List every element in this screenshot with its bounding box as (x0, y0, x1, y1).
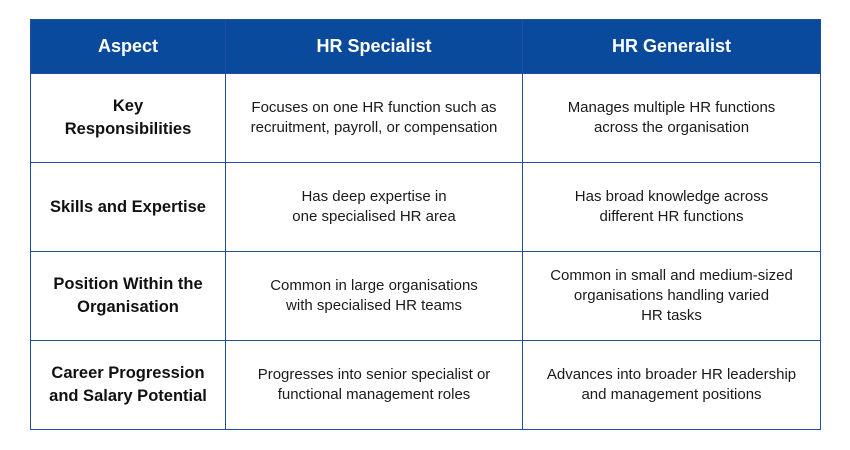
specialist-cell (226, 252, 523, 341)
cell-line: one specialised HR area (292, 208, 456, 225)
cell-line: across the organisation (593, 119, 750, 136)
header-hr-generalist: HR Generalist (523, 20, 821, 74)
specialist-cell (226, 74, 523, 163)
cell-line: with specialised HR teams (286, 297, 462, 314)
table-row (31, 74, 821, 163)
aspect-cell (31, 341, 226, 430)
cell-line: Responsibilities (64, 120, 192, 138)
cell-line: HR tasks (641, 307, 702, 324)
cell-line: functional management roles (277, 386, 471, 403)
cell-line: Progresses into senior specialist or (257, 366, 491, 383)
cell-line: Organisation (77, 298, 179, 316)
cell-line: Has broad knowledge across (574, 188, 769, 205)
header-row (31, 20, 821, 74)
aspect-cell (31, 163, 226, 252)
comparison-table (30, 19, 821, 430)
cell-line: Common in large organisations (270, 277, 478, 294)
cell-line: Position Within the (53, 275, 203, 293)
cell-line: Career Progression (51, 364, 205, 382)
generalist-cell (523, 252, 821, 341)
cell-line: recruitment, payroll, or compensation (250, 119, 498, 136)
cell-line: and Salary Potential (49, 387, 207, 405)
cell-line: Has deep expertise in (301, 188, 447, 205)
cell-line: organisations handling varied (573, 287, 770, 304)
header-aspect: Aspect (31, 20, 226, 74)
table-row (31, 163, 821, 252)
aspect-cell (31, 252, 226, 341)
table-row (31, 252, 821, 341)
generalist-cell (523, 341, 821, 430)
specialist-cell (226, 341, 523, 430)
generalist-cell (523, 163, 821, 252)
cell-line: Skills and Expertise (50, 197, 206, 216)
cell-line: and management positions (581, 386, 762, 403)
cell-line: Manages multiple HR functions (567, 99, 776, 116)
header-hr-specialist: HR Specialist (226, 20, 523, 74)
cell-line: different HR functions (599, 208, 744, 225)
cell-line: Key (112, 97, 144, 115)
cell-line: Advances into broader HR leadership (546, 366, 797, 383)
table-row (31, 341, 821, 430)
cell-line: Common in small and medium-sized (550, 267, 793, 284)
aspect-cell (31, 74, 226, 163)
generalist-cell (523, 74, 821, 163)
specialist-cell (226, 163, 523, 252)
cell-line: Focuses on one HR function such as (251, 99, 497, 116)
